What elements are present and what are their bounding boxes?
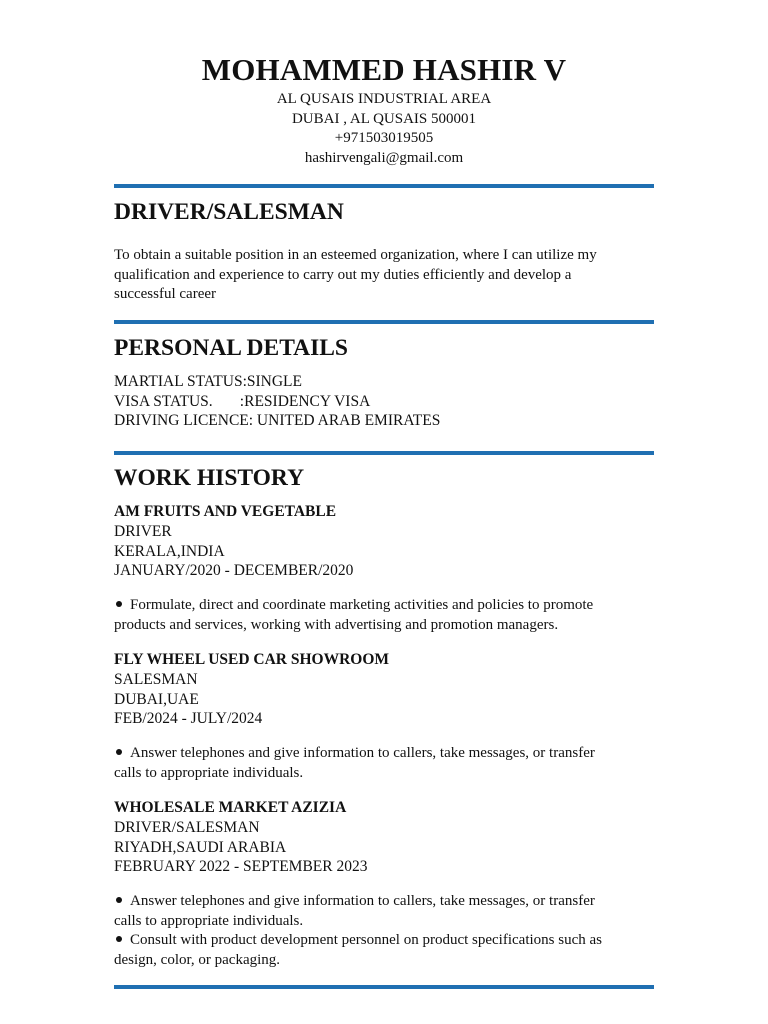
objective-line-1: To obtain a suitable position in an esteemed organization, where I can utilize my: [114, 247, 597, 263]
job-bullet-continuation: calls to appropriate individuals.: [114, 765, 304, 781]
objective-line-2: qualification and experience to carry out my duties efficiently and develop a: [114, 267, 572, 283]
section-divider: [114, 320, 654, 324]
job-location: KERALA,INDIA: [114, 543, 225, 560]
job-role: SALESMAN: [114, 671, 198, 688]
section-divider: [114, 184, 654, 188]
bullet-icon: [116, 601, 122, 607]
candidate-name: MOHAMMED HASHIR V: [201, 52, 567, 87]
job-bullet: Formulate, direct and coordinate marketing activities and policies to promote: [114, 596, 654, 616]
job-company: WHOLESALE MARKET AZIZIA: [114, 799, 347, 816]
job-dates: JANUARY/2020 - DECEMBER/2020: [114, 562, 354, 579]
job-company: FLY WHEEL USED CAR SHOWROOM: [114, 651, 390, 668]
job-bullet-continuation: products and services, working with advertising and promotion managers.: [114, 617, 559, 633]
job-bullet: Answer telephones and give information to callers, take messages, or transfer: [114, 744, 654, 764]
bullet-icon: [116, 749, 122, 755]
objective-title: DRIVER/SALESMAN: [114, 199, 344, 225]
bullet-icon: [116, 897, 122, 903]
job-dates: FEB/2024 - JULY/2024: [114, 710, 263, 727]
job-bullet-continuation: design, color, or packaging.: [114, 952, 281, 968]
job-location: DUBAI,UAE: [114, 691, 199, 708]
section-divider: [114, 985, 654, 989]
job-bullet: Consult with product development personnel on product specifications such as: [114, 931, 654, 951]
job-dates: FEBRUARY 2022 - SEPTEMBER 2023: [114, 858, 368, 875]
job-location: RIYADH,SAUDI ARABIA: [114, 839, 287, 856]
phone-number: +971503019505: [334, 130, 434, 146]
objective-line-3: successful career: [114, 286, 217, 302]
bullet-icon: [116, 936, 122, 942]
section-divider: [114, 451, 654, 455]
work-history-title: WORK HISTORY: [114, 465, 305, 491]
address-line-2: DUBAI , AL QUSAIS 500001: [291, 111, 477, 127]
marital-status: MARTIAL STATUS:SINGLE: [114, 373, 302, 390]
job-bullet: Answer telephones and give information to callers, take messages, or transfer: [114, 892, 654, 912]
job-bullet-continuation: calls to appropriate individuals.: [114, 913, 304, 929]
job-role: DRIVER: [114, 523, 172, 540]
job-company: AM FRUITS AND VEGETABLE: [114, 503, 337, 520]
driving-licence: DRIVING LICENCE: UNITED ARAB EMIRATES: [114, 412, 441, 429]
visa-status: VISA STATUS. :RESIDENCY VISA: [114, 393, 371, 410]
email-address: hashirvengali@gmail.com: [304, 150, 464, 166]
personal-details-title: PERSONAL DETAILS: [114, 335, 348, 361]
job-role: DRIVER/SALESMAN: [114, 819, 260, 836]
address-line-1: AL QUSAIS INDUSTRIAL AREA: [276, 91, 492, 107]
